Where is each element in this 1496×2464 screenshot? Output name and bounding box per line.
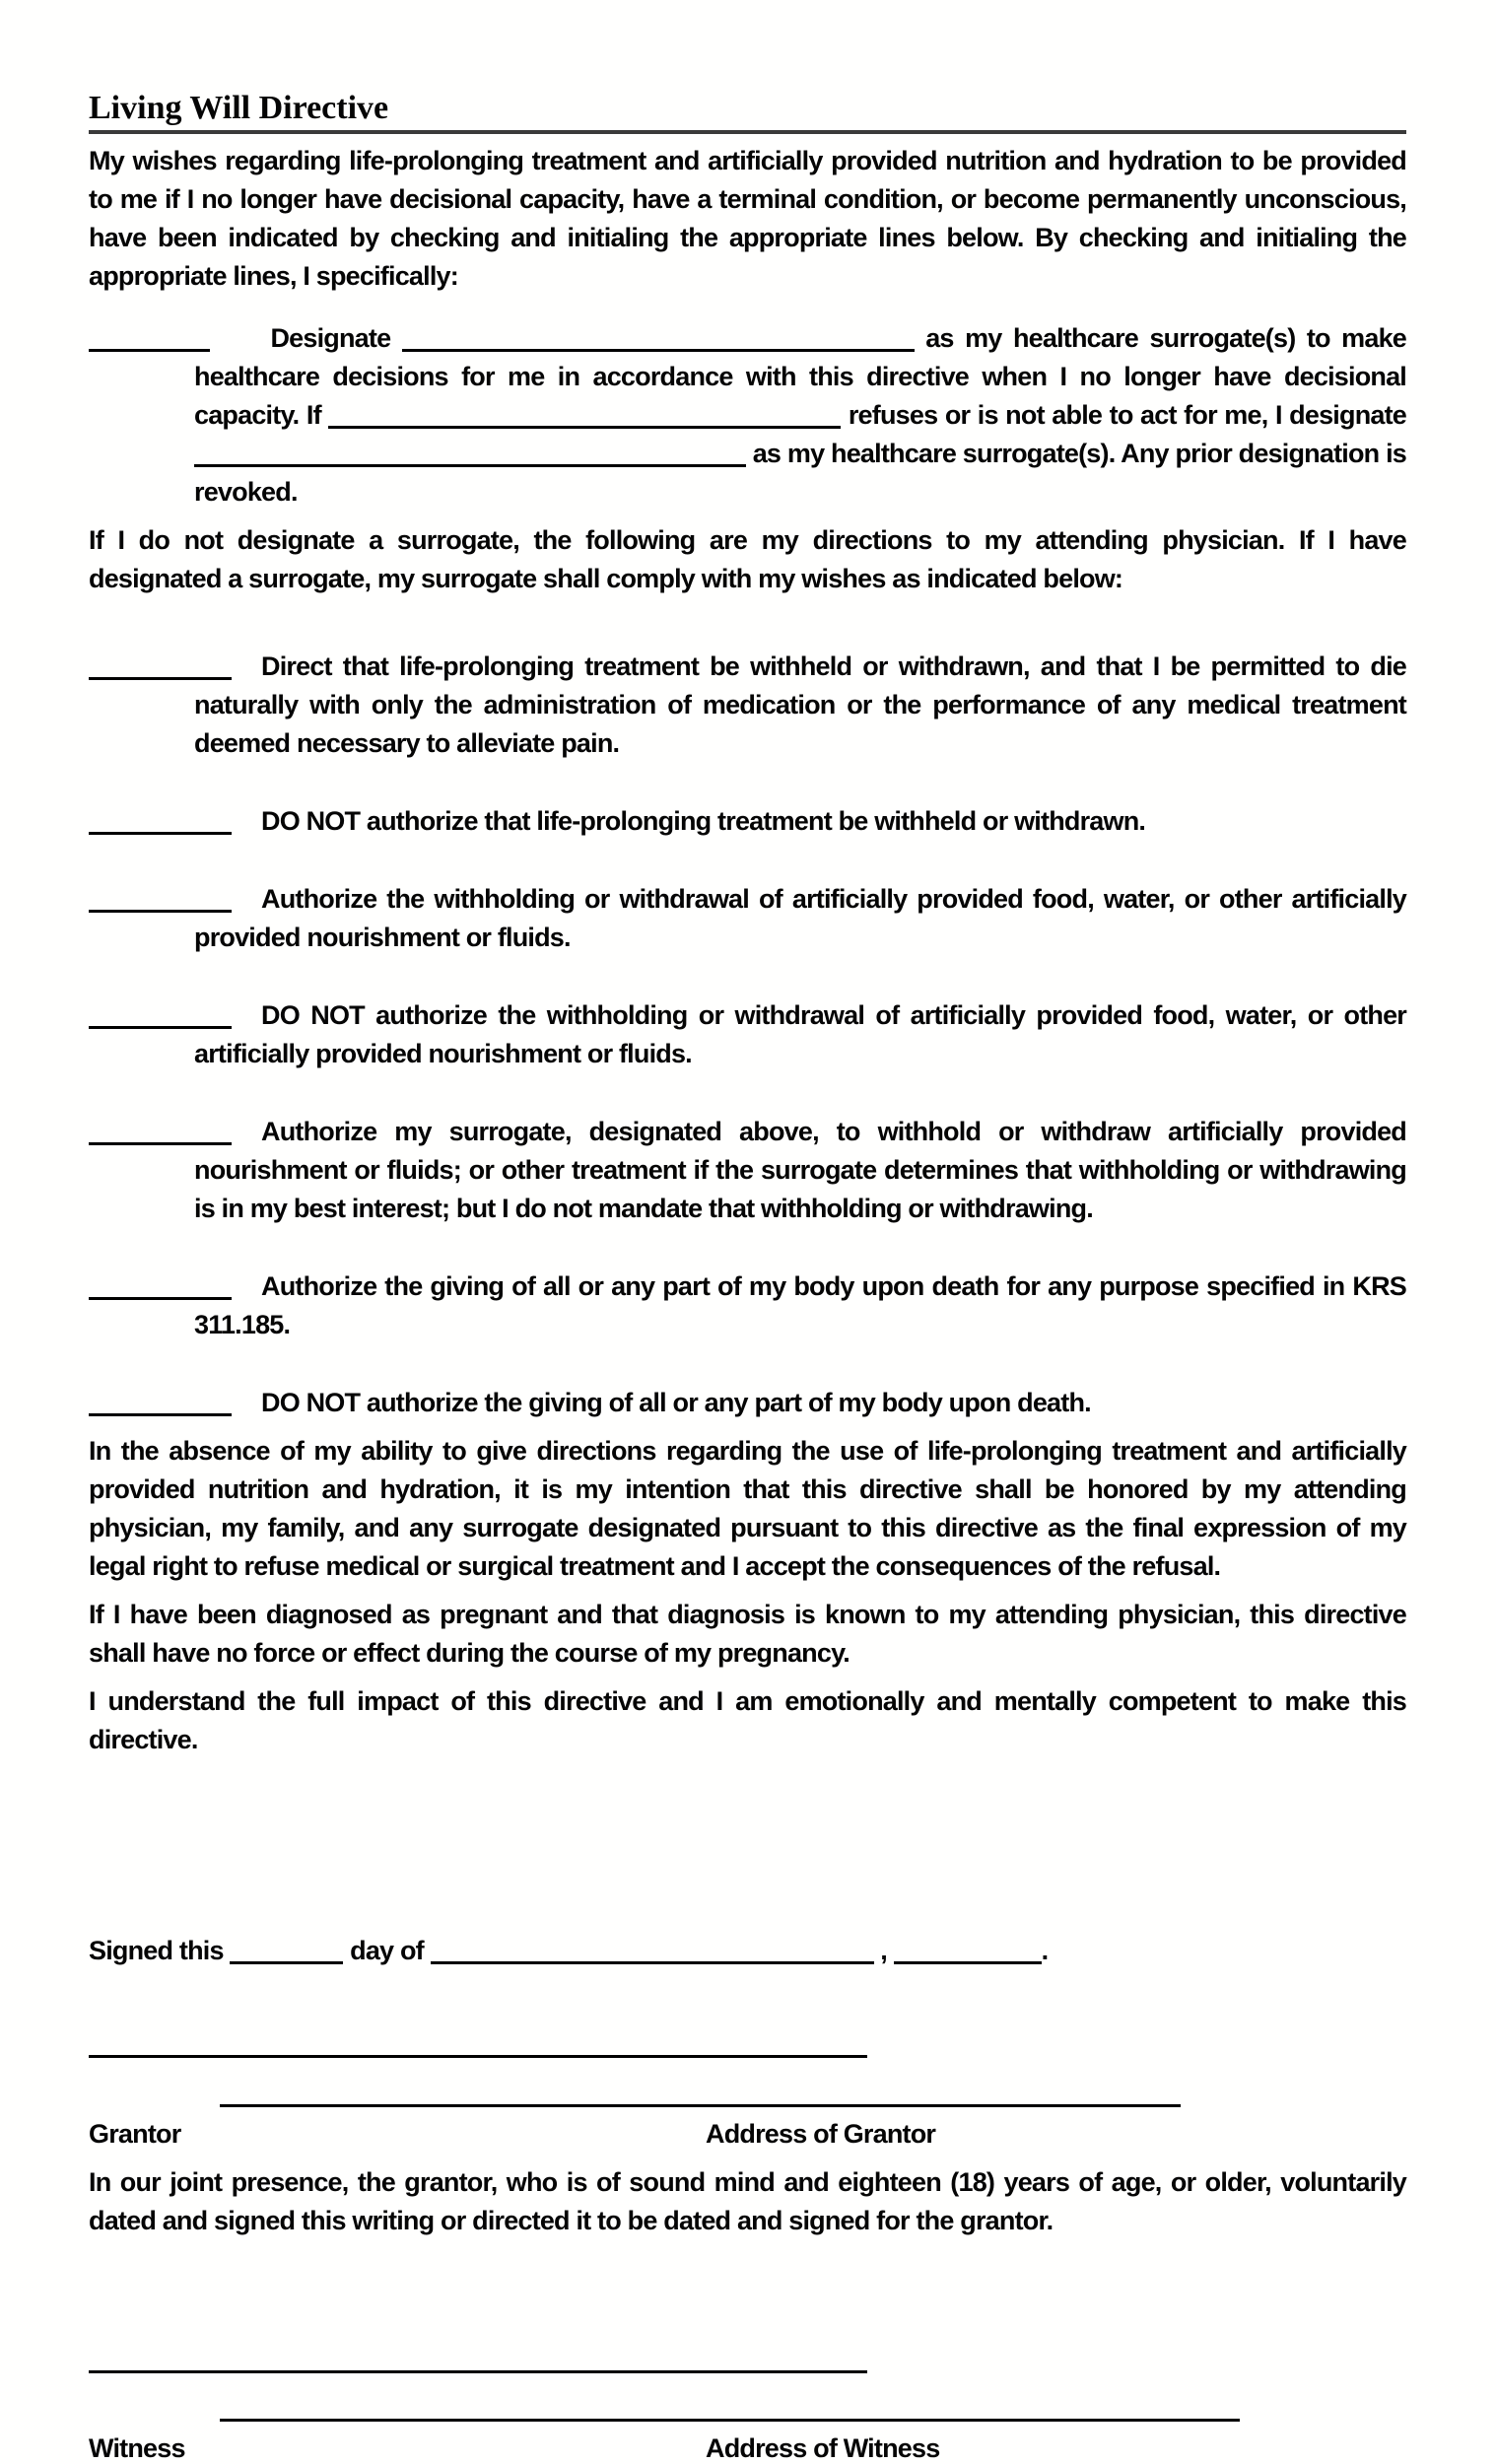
initials-blank[interactable]	[89, 1140, 232, 1145]
year-blank[interactable]	[894, 1959, 1042, 1964]
grantor-label-row	[89, 2115, 1406, 2154]
day-number-blank[interactable]	[230, 1959, 343, 1964]
page-title: Living Will Directive	[89, 89, 1406, 134]
directive-item	[89, 648, 1406, 763]
initials-blank[interactable]	[89, 908, 232, 913]
witness-signature-line[interactable]	[89, 2370, 867, 2373]
day-of-text: day of	[350, 1936, 424, 1965]
grantor-signature-line[interactable]	[89, 2055, 867, 2058]
signature-section	[89, 1863, 1406, 2464]
witness-address-label: Address of Witness	[706, 2433, 940, 2463]
initials-blank[interactable]	[89, 1024, 232, 1029]
competence-paragraph: I understand the full impact of this directive and I am emotionally and mentally competent to make this directive.	[89, 1686, 1406, 1754]
grantor-label: Grantor	[89, 2119, 181, 2149]
grantor-address-line[interactable]	[220, 2104, 1181, 2107]
signed-date-line	[89, 1932, 1406, 1970]
first-surrogate-name-blank[interactable]	[328, 424, 841, 429]
comma-text: ,	[880, 1936, 887, 1965]
revocation-clause-text: as my healthcare surrogate(s). Any prior designation is revoked.	[194, 439, 1406, 507]
directive-item-text: Authorize the giving of all or any part of my body upon death for any purpose specified in KRS 311.185.	[194, 1271, 1406, 1339]
pregnancy-paragraph: If I have been diagnosed as pregnant and that diagnosis is known to my attending physician, this directive shall have no force or effect during the course of my pregnancy.	[89, 1600, 1406, 1668]
witness-address-line[interactable]	[220, 2419, 1240, 2422]
initials-blank[interactable]	[89, 1295, 232, 1300]
directive-item-text: DO NOT authorize the giving of all or any part of my body upon death.	[261, 1388, 1091, 1417]
intro-paragraph: My wishes regarding life-prolonging treatment and artificially provided nutrition and hydration to be provided to me if I no longer have decisional capacity, have a terminal condition, or become permanently unconscious, have been indicated by checking and initialing the appropriate lines below. By checking and initialing the appropriate lines, I specifically:	[89, 146, 1406, 291]
signed-this-text: Signed this	[89, 1936, 224, 1965]
directive-item	[89, 1113, 1406, 1228]
directive-item	[89, 1384, 1406, 1422]
designate-text: Designate	[270, 323, 391, 353]
surrogate-name-blank[interactable]	[402, 347, 915, 352]
initials-blank[interactable]	[89, 1411, 232, 1416]
period-text: .	[1041, 1936, 1049, 1965]
witness-label: Witness	[89, 2433, 185, 2463]
alternate-clause-text: refuses or is not able to act for me, I designate	[848, 400, 1407, 430]
directive-item	[89, 880, 1406, 957]
month-blank[interactable]	[431, 1959, 874, 1964]
initials-blank[interactable]	[89, 830, 232, 835]
absence-paragraph: In the absence of my ability to give directions regarding the use of life-prolonging treatment and artificially provided nutrition and hydration, it is my intention that this directive shall be honored by my attending physician, my family, and any surrogate designated pursuant to this directive as the final expression of my legal right to refuse medical or surgical treatment and I accept the consequences of the refusal.	[89, 1436, 1406, 1581]
directive-item	[89, 802, 1406, 841]
directive-item	[89, 1267, 1406, 1344]
witness-label-row	[89, 2430, 1406, 2464]
alternate-surrogate-name-blank[interactable]	[194, 462, 746, 467]
directive-item	[89, 996, 1406, 1073]
surrogate-designation-item	[89, 319, 1406, 512]
directive-item-text: Authorize my surrogate, designated above, to withhold or withdraw artificially provided nourishment or fluids; or other treatment if the surrogate determines that withholding or withdrawing is in my best interest; but I do not mandate that withholding or withdrawing.	[194, 1117, 1406, 1223]
initials-blank[interactable]	[89, 675, 232, 680]
initials-blank[interactable]	[89, 347, 210, 352]
directive-item-text: Direct that life-prolonging treatment be withheld or withdrawn, and that I be permitted to die naturally with only the administration of medication or the performance of any medical treatment deemed necessary to alleviate pain.	[194, 651, 1406, 758]
directive-item-text: DO NOT authorize that life-prolonging treatment be withheld or withdrawn.	[261, 806, 1146, 836]
directive-items-list	[89, 648, 1406, 1422]
surrogate-clause-text: as my healthcare surrogate(s) to make healthcare decisions for me in accordance with this directive when I no longer have decisional capacity. If	[194, 323, 1407, 430]
directive-item-text: DO NOT authorize the withholding or withdrawal of artificially provided food, water, or other artificially provided nourishment or fluids.	[194, 1000, 1406, 1068]
joint-presence-paragraph: In our joint presence, the grantor, who is of sound mind and eighteen (18) years of age, or older, voluntarily dated and signed this writing or directed it to be dated and signed for the grantor.	[89, 2167, 1406, 2235]
surrogate-note-paragraph: If I do not designate a surrogate, the following are my directions to my attending physician. If I have designated a surrogate, my surrogate shall comply with my wishes as indicated below:	[89, 525, 1406, 593]
directive-item-text: Authorize the withholding or withdrawal of artificially provided food, water, or other artificially provided nourishment or fluids.	[194, 884, 1406, 952]
grantor-address-label: Address of Grantor	[706, 2119, 936, 2149]
